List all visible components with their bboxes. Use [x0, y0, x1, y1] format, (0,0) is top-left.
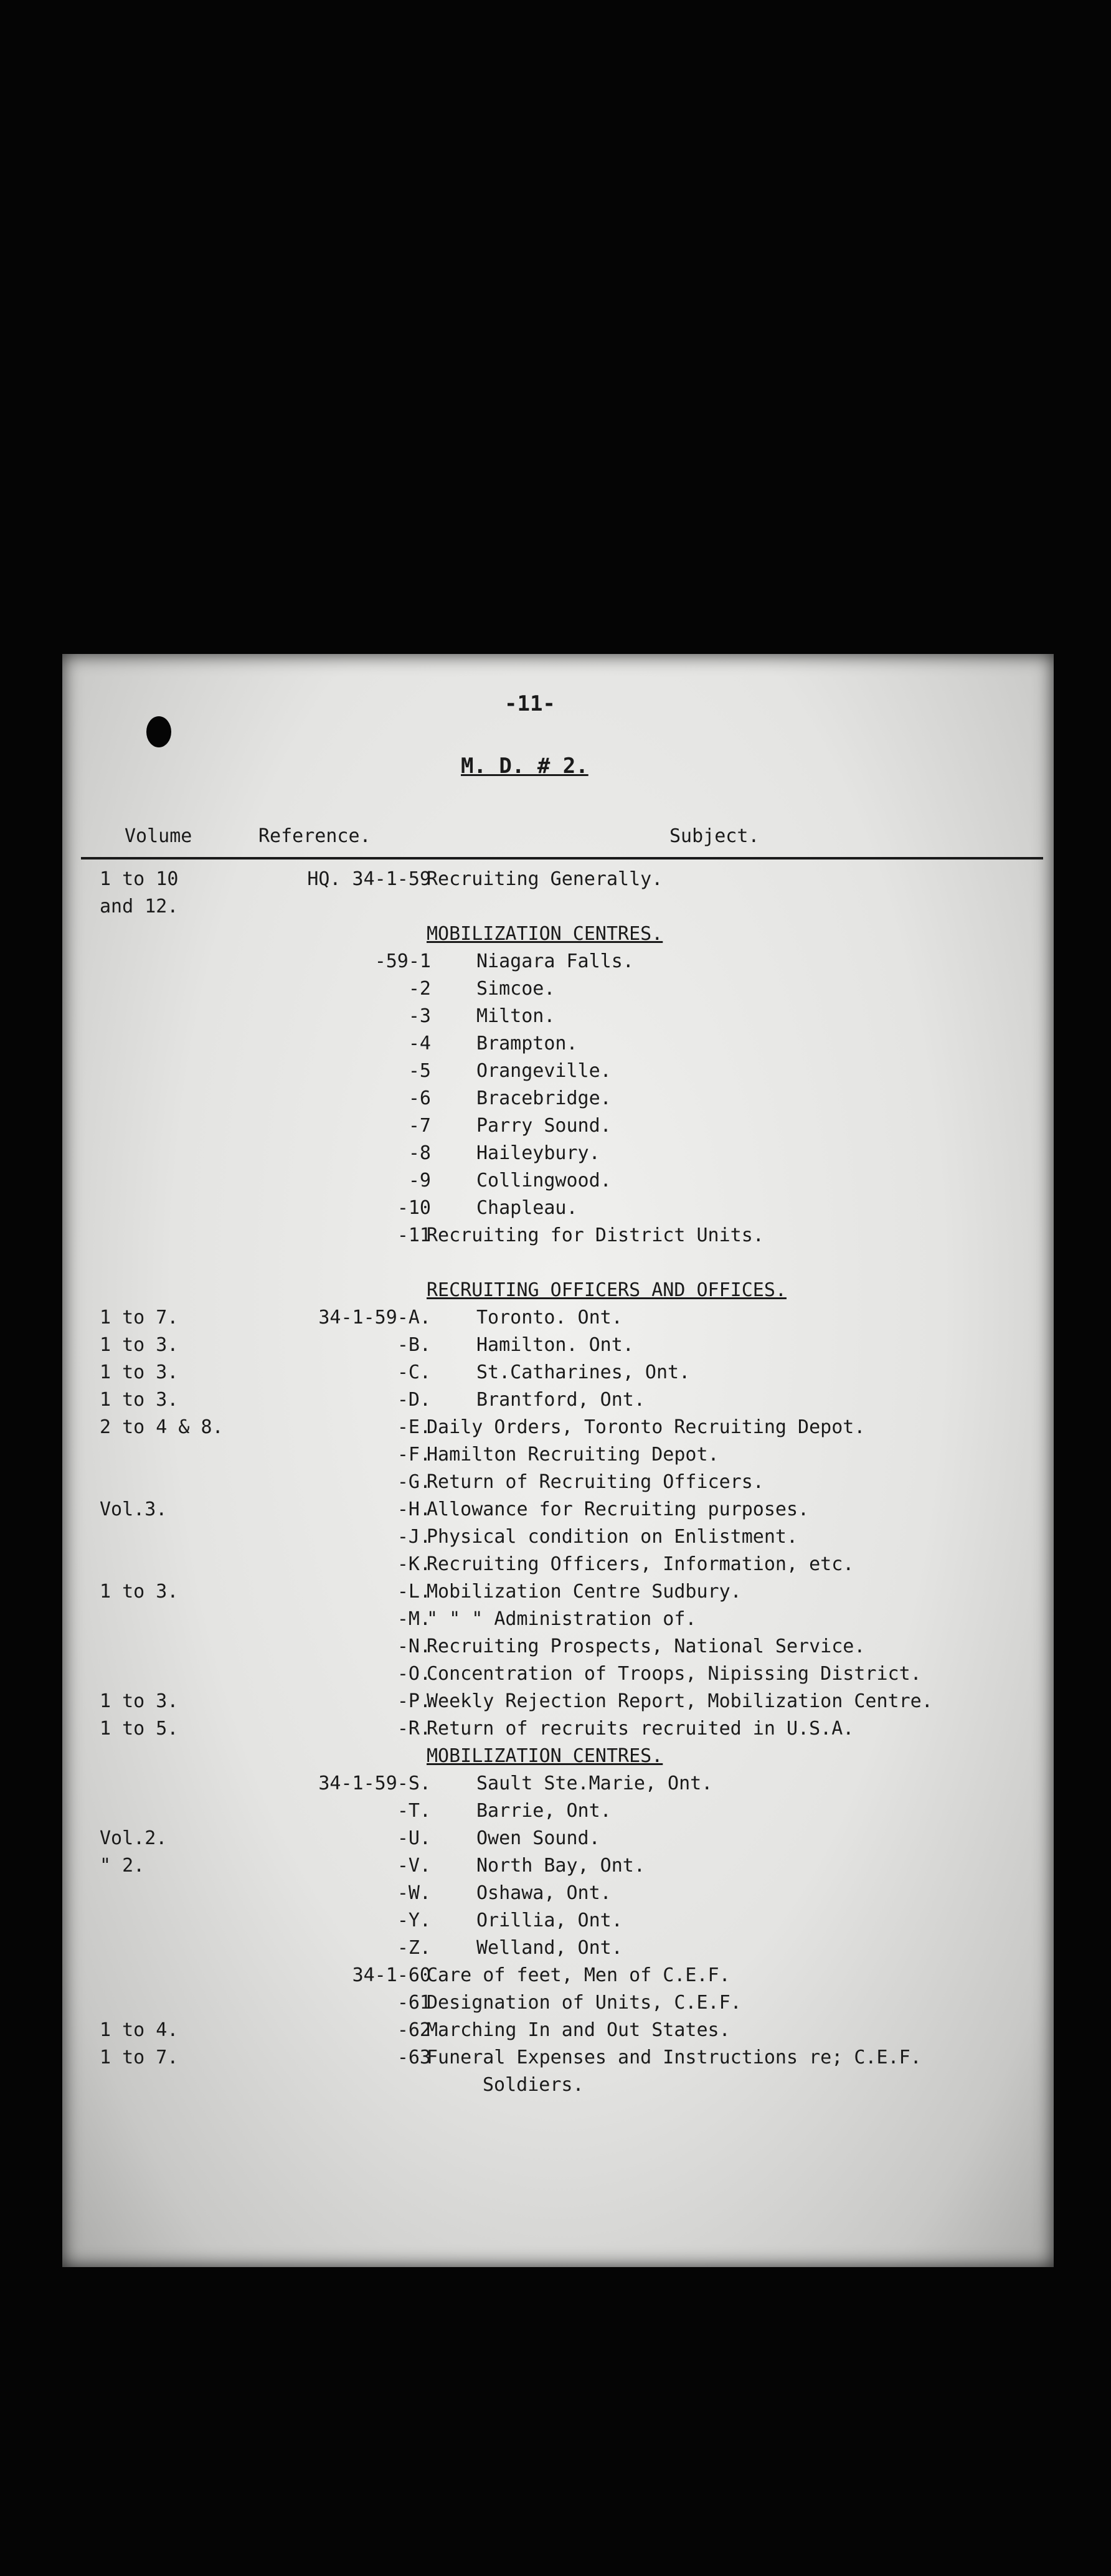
- table-row: [62, 1606, 1054, 1633]
- volume-cell: Vol.2.: [100, 1827, 168, 1849]
- reference-cell: -J.: [397, 1526, 431, 1548]
- reference-cell: -O.: [397, 1663, 431, 1685]
- table-row: [62, 921, 1054, 948]
- table-row: [62, 1633, 1054, 1660]
- subject-cell: Allowance for Recruiting purposes.: [427, 1499, 810, 1520]
- table-row: [62, 1359, 1054, 1386]
- table-row: [62, 2044, 1054, 2072]
- table-row: [62, 1249, 1054, 1277]
- reference-cell: -N.: [397, 1636, 431, 1657]
- reference-cell: 34-1-59-S.: [318, 1773, 431, 1794]
- volume-cell: 1 to 3.: [100, 1389, 179, 1411]
- table-row: [62, 1003, 1054, 1030]
- volume-cell: 2 to 4 & 8.: [100, 1416, 224, 1438]
- reference-cell: -E.: [397, 1416, 431, 1438]
- subject-cell: Brampton.: [476, 1033, 578, 1054]
- subject-cell: Sault Ste.Marie, Ont.: [476, 1773, 713, 1794]
- reference-cell: -P.: [397, 1690, 431, 1712]
- subject-cell: Hamilton Recruiting Depot.: [427, 1444, 719, 1466]
- table-row: [62, 1578, 1054, 1606]
- reference-cell: -H.: [397, 1499, 431, 1520]
- subject-cell: Brantford, Ont.: [476, 1389, 645, 1411]
- subject-cell: Funeral Expenses and Instructions re; C.E.F.: [427, 2047, 922, 2068]
- subject-cell: Simcoe.: [476, 978, 556, 1000]
- reference-cell: -63: [397, 2047, 431, 2068]
- table-row: [62, 1852, 1054, 1880]
- subject-cell: Care of feet, Men of C.E.F.: [427, 1964, 730, 1986]
- table-row: [62, 1962, 1054, 1989]
- subject-cell: Collingwood.: [476, 1170, 612, 1191]
- subject-cell: Recruiting Prospects, National Service.: [427, 1636, 866, 1657]
- subject-cell: Oshawa, Ont.: [476, 1882, 612, 1904]
- table-row: [62, 1332, 1054, 1359]
- punch-hole: [146, 716, 171, 747]
- reference-cell: -Z.: [397, 1937, 431, 1959]
- reference-cell: -K.: [397, 1553, 431, 1575]
- subject-cell: Toronto. Ont.: [476, 1307, 623, 1328]
- reference-cell: -2: [408, 978, 431, 1000]
- reference-cell: -10: [397, 1197, 431, 1219]
- reference-cell: -U.: [397, 1827, 431, 1849]
- table-row: [62, 1660, 1054, 1688]
- table-row: [62, 1715, 1054, 1743]
- reference-cell: -62: [397, 2019, 431, 2041]
- table-row: [62, 1030, 1054, 1058]
- table-row: [62, 893, 1054, 921]
- table-row: [62, 1386, 1054, 1414]
- volume-cell: 1 to 3.: [100, 1581, 179, 1603]
- table-row: [62, 1304, 1054, 1332]
- reference-cell: -Y.: [397, 1910, 431, 1931]
- subject-cell: Haileybury.: [476, 1142, 600, 1164]
- subject-cell: Hamilton. Ont.: [476, 1334, 634, 1356]
- subject-cell: Recruiting Generally.: [427, 868, 663, 890]
- table-row: [62, 1880, 1054, 1907]
- column-header-reference: Reference.: [258, 825, 371, 847]
- subject-cell: Recruiting for District Units.: [427, 1224, 764, 1246]
- reference-cell: -F.: [397, 1444, 431, 1466]
- table-row: [62, 1551, 1054, 1578]
- table-row: [62, 1797, 1054, 1825]
- reference-cell: -T.: [397, 1800, 431, 1822]
- volume-cell: 1 to 7.: [100, 2047, 179, 2068]
- reference-cell: -3: [408, 1005, 431, 1027]
- subject-cell: Bracebridge.: [476, 1087, 612, 1109]
- reference-cell: -11: [397, 1224, 431, 1246]
- table-row: [62, 1469, 1054, 1496]
- section-heading: RECRUITING OFFICERS AND OFFICES.: [427, 1279, 787, 1301]
- reference-cell: HQ. 34-1-59: [307, 868, 431, 890]
- subject-cell: Welland, Ont.: [476, 1937, 623, 1959]
- reference-cell: -C.: [397, 1361, 431, 1383]
- column-header-volume: Volume: [125, 825, 192, 847]
- subject-cell: Return of recruits recruited in U.S.A.: [427, 1718, 854, 1740]
- volume-cell: " 2.: [100, 1855, 145, 1877]
- table-row: [62, 1743, 1054, 1770]
- subject-cell: Barrie, Ont.: [476, 1800, 612, 1822]
- table-row: [62, 1989, 1054, 2017]
- volume-cell: 1 to 3.: [100, 1334, 179, 1356]
- volume-cell: and 12.: [100, 896, 179, 917]
- table-row: [62, 1222, 1054, 1249]
- reference-cell: -5: [408, 1060, 431, 1082]
- table-row: [62, 866, 1054, 893]
- subject-cell: Milton.: [476, 1005, 556, 1027]
- table-row: [62, 1414, 1054, 1441]
- header-rule: [81, 857, 1043, 859]
- reference-cell: -7: [408, 1115, 431, 1137]
- subject-cell: Chapleau.: [476, 1197, 578, 1219]
- subject-cell: Designation of Units, C.E.F.: [427, 1992, 742, 2014]
- table-row: [62, 1058, 1054, 1085]
- table-row: [62, 1523, 1054, 1551]
- subject-cell: Orangeville.: [476, 1060, 612, 1082]
- subject-cell: St.Catharines, Ont.: [476, 1361, 691, 1383]
- reference-cell: -W.: [397, 1882, 431, 1904]
- table-row: [62, 1441, 1054, 1469]
- volume-cell: 1 to 3.: [100, 1690, 179, 1712]
- volume-cell: 1 to 3.: [100, 1361, 179, 1383]
- reference-cell: -R.: [397, 1718, 431, 1740]
- subject-cell: Daily Orders, Toronto Recruiting Depot.: [427, 1416, 866, 1438]
- table-row: [62, 1825, 1054, 1852]
- subject-cell: " " " Administration of.: [427, 1608, 697, 1630]
- table-row: [62, 975, 1054, 1003]
- subject-cell: Niagara Falls.: [476, 950, 634, 972]
- subject-cell: Soldiers.: [483, 2074, 584, 2096]
- table-row: [62, 1167, 1054, 1195]
- document-page: [62, 654, 1054, 2267]
- subject-cell: Return of Recruiting Officers.: [427, 1471, 764, 1493]
- reference-cell: -61: [397, 1992, 431, 2014]
- volume-cell: Vol.3.: [100, 1499, 168, 1520]
- volume-cell: 1 to 4.: [100, 2019, 179, 2041]
- subject-cell: Parry Sound.: [476, 1115, 612, 1137]
- table-row: [62, 2017, 1054, 2044]
- table-row: [62, 1085, 1054, 1112]
- column-header-subject: Subject.: [669, 825, 760, 847]
- reference-cell: -G.: [397, 1471, 431, 1493]
- subject-cell: Recruiting Officers, Information, etc.: [427, 1553, 854, 1575]
- subject-cell: Mobilization Centre Sudbury.: [427, 1581, 742, 1603]
- reference-cell: -V.: [397, 1855, 431, 1877]
- page-number: -11-: [504, 691, 556, 716]
- reference-cell: -9: [408, 1170, 431, 1191]
- reference-cell: -8: [408, 1142, 431, 1164]
- subject-cell: Owen Sound.: [476, 1827, 600, 1849]
- reference-cell: -M.: [397, 1608, 431, 1630]
- subject-cell: North Bay, Ont.: [476, 1855, 645, 1877]
- page-title: M. D. # 2.: [461, 754, 589, 779]
- volume-cell: 1 to 7.: [100, 1307, 179, 1328]
- reference-cell: -59-1: [374, 950, 431, 972]
- table-row: [62, 1934, 1054, 1962]
- subject-cell: Concentration of Troops, Nipissing District.: [427, 1663, 922, 1685]
- table-row: [62, 1770, 1054, 1797]
- subject-cell: Weekly Rejection Report, Mobilization Centre.: [427, 1690, 933, 1712]
- reference-cell: 34-1-60: [352, 1964, 431, 1986]
- subject-cell: Marching In and Out States.: [427, 2019, 730, 2041]
- volume-cell: 1 to 5.: [100, 1718, 179, 1740]
- volume-cell: 1 to 10: [100, 868, 179, 890]
- reference-cell: -L.: [397, 1581, 431, 1603]
- table-row: [62, 1688, 1054, 1715]
- table-row: [62, 1195, 1054, 1222]
- reference-cell: -B.: [397, 1334, 431, 1356]
- reference-cell: -D.: [397, 1389, 431, 1411]
- reference-cell: 34-1-59-A.: [318, 1307, 431, 1328]
- table-row: [62, 1496, 1054, 1523]
- subject-cell: Physical condition on Enlistment.: [427, 1526, 798, 1548]
- index-table: [62, 866, 1054, 2099]
- table-row: [62, 1112, 1054, 1140]
- table-row: [62, 1140, 1054, 1167]
- table-row: [62, 1277, 1054, 1304]
- section-heading: MOBILIZATION CENTRES.: [427, 923, 663, 945]
- table-row: [62, 1907, 1054, 1934]
- subject-cell: Orillia, Ont.: [476, 1910, 623, 1931]
- reference-cell: -6: [408, 1087, 431, 1109]
- table-row: [62, 948, 1054, 975]
- section-heading: MOBILIZATION CENTRES.: [427, 1745, 663, 1767]
- reference-cell: -4: [408, 1033, 431, 1054]
- table-row: [62, 2072, 1054, 2099]
